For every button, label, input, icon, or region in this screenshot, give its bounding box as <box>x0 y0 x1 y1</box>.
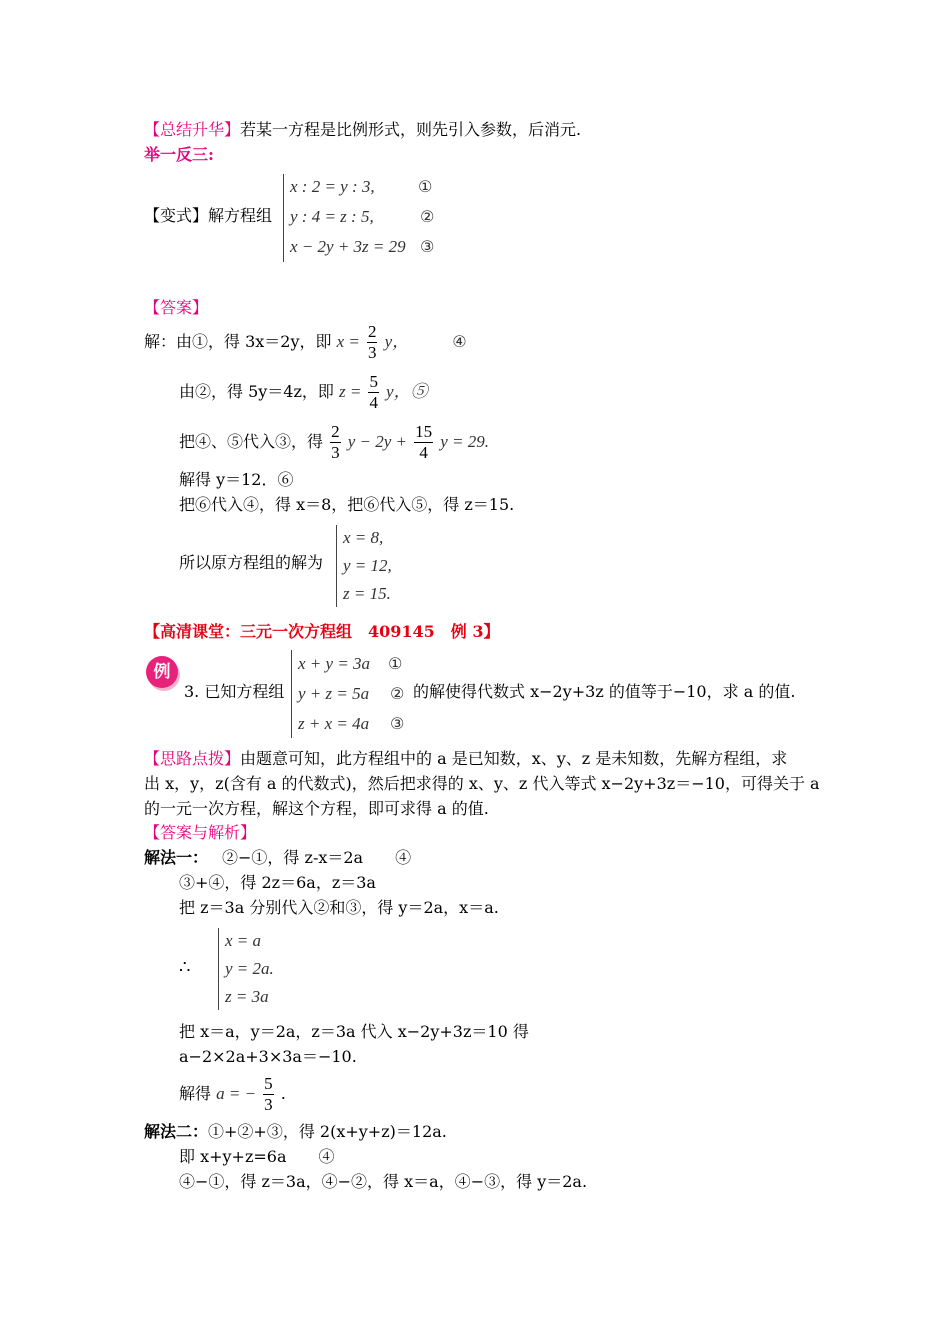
hint-tag: 【思路点拨】 <box>144 749 241 768</box>
method2-label: 解法二： <box>144 1122 209 1141</box>
hint-line-1: 【思路点拨】由题意可知，此方程组中的 a 是已知数，x、y、z 是未知数，先解方程组，求 <box>144 749 788 768</box>
variant-tag: 【变式】 <box>144 206 209 225</box>
fraction: $\frac{2}{3}$ <box>331 422 340 462</box>
hint-line-3: 的一元一次方程，解这个方程，即可求得 a 的值. <box>144 799 489 818</box>
eq-marker: ① <box>388 654 403 673</box>
method1-line-5: a−2×2a+3×3a＝−10. <box>179 1047 357 1066</box>
method2-line-3: ④−①，得 z＝3a，④−②，得 x＝a，④−③，得 y＝2a. <box>179 1172 588 1191</box>
answer-line-4: 解得 y＝12．⑥ <box>179 470 294 489</box>
method1-label: 解法一： <box>144 848 209 867</box>
example-brace <box>291 650 292 738</box>
method1-line-3: 把 z＝3a 分别代入②和③，得 y＝2a，x＝a. <box>179 898 499 917</box>
example-number: 3. 已知方程组 <box>184 682 285 701</box>
example-eq3: z + x = 4a <box>298 714 370 733</box>
solution-y: y = 12, <box>343 556 392 575</box>
eq-marker: ② <box>390 684 405 703</box>
eq-marker: ① <box>418 177 433 196</box>
answer-line-2: 由②，得 5y＝4z，即 z = $\frac{5}{4}$ y，⑤ <box>179 372 428 412</box>
answer-line-5: 把⑥代入④，得 x＝8，把⑥代入⑤，得 z＝15. <box>179 495 515 514</box>
summary-tag: 【总结升华】 <box>144 120 241 139</box>
analysis-tag: 【答案与解析】 <box>144 823 257 842</box>
practice-heading: 举一反三: <box>144 145 214 164</box>
method1-line-6: 解得 a = − $\frac{5}{3}$ . <box>179 1074 286 1114</box>
hd-class-heading: 【高清课堂：三元一次方程组 409145 例 3】 <box>144 622 500 641</box>
variant-eq3: x − 2y + 3z = 29 <box>290 237 406 256</box>
hint-line-2: 出 x，y，z(含有 a 的代数式)，然后把求得的 x、y、z 代入等式 x−2y+3z＝−10，可得关于 a <box>144 774 820 793</box>
answer-line-3: 把④、⑤代入③，得 $\frac{2}{3}$ y − 2y + $\frac{15}{4}$ y = 29. <box>179 422 489 462</box>
method1-sol-y: y = 2a. <box>225 959 274 978</box>
example-eq1: x + y = 3a <box>298 654 371 673</box>
method1-sol-z: z = 3a <box>225 987 269 1006</box>
variant-lead: 【变式】解方程组 <box>144 206 273 225</box>
method2-line-2: 即 x+y+z=6a ④ <box>179 1147 335 1166</box>
fraction: $\frac{5}{4}$ <box>369 372 378 412</box>
variant-eq2: y : 4 = z : 5, <box>290 207 374 226</box>
summary-line <box>144 120 581 140</box>
answer-line-1: 解：由①，得 3x＝2y，即 x = $\frac{2}{3}$ y， ④ <box>144 322 467 362</box>
method2-line-1: 解法二：①+②+③，得 2(x+y+z)＝12a. <box>144 1122 447 1141</box>
eq-marker: ③ <box>390 714 405 733</box>
answer-tag: 【答案】 <box>144 298 209 317</box>
variant-brace <box>283 174 284 262</box>
solution-x: x = 8, <box>343 528 384 547</box>
eq-marker: ② <box>420 207 435 226</box>
answer-line-6: 所以原方程组的解为 <box>179 553 324 572</box>
fraction: $\frac{2}{3}$ <box>367 322 377 362</box>
method1-sol-x: x = a <box>225 931 262 950</box>
summary-text: 若某一方程是比例形式，则先引入参数，后消元. <box>240 120 582 139</box>
method1-line-4: 把 x＝a，y＝2a，z＝3a 代入 x−2y+3z＝10 得 <box>179 1022 529 1041</box>
solution-brace <box>336 525 337 607</box>
eq-marker: ③ <box>420 237 435 256</box>
solution-z: z = 15. <box>343 584 391 603</box>
example-eq2: y + z = 5a <box>298 684 370 703</box>
method1-line-2: ③+④，得 2z＝6a，z＝3a <box>179 873 376 892</box>
method1-brace <box>218 928 219 1010</box>
fraction: $\frac{15}{4}$ <box>415 422 433 462</box>
variant-eq1: x : 2 = y : 3, <box>290 177 375 196</box>
method1-line-1: 解法一： ②−①，得 z-x＝2a ④ <box>144 848 412 867</box>
example-tail: 的解使得代数式 x−2y+3z 的值等于−10，求 a 的值. <box>413 682 796 701</box>
therefore-symbol: ∴ <box>179 957 191 978</box>
fraction: $\frac{5}{3}$ <box>264 1074 273 1114</box>
example-badge: 例 <box>146 656 178 688</box>
